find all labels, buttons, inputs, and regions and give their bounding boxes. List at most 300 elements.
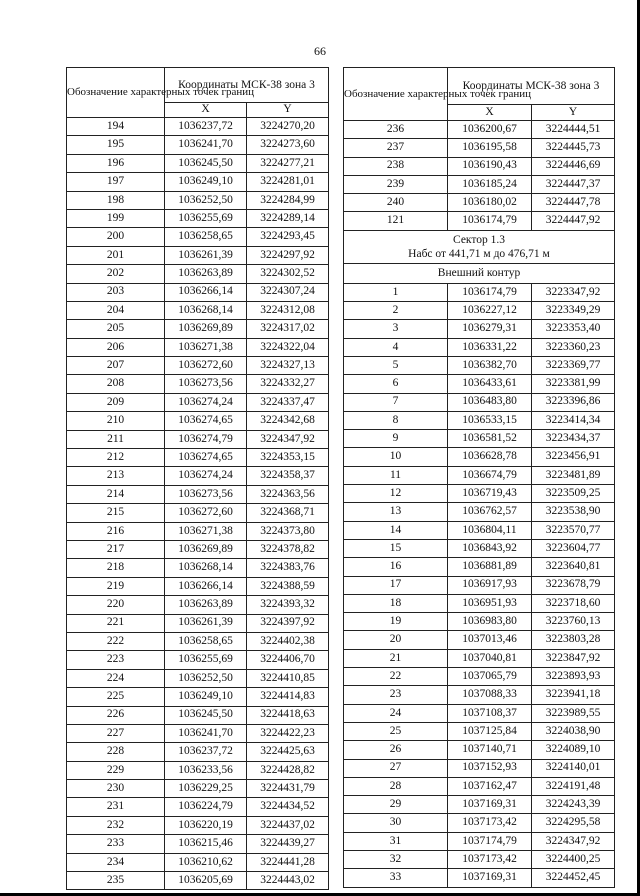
table-row [67, 301, 329, 319]
y-coordinate: 3223570,77 [532, 521, 615, 539]
y-coordinate: 3224289,14 [247, 209, 329, 227]
table-row [67, 338, 329, 356]
y-coordinate: 3224437,02 [247, 816, 329, 834]
point-id: 219 [67, 577, 165, 595]
x-coordinate: 1036255,69 [165, 651, 247, 669]
x-coordinate: 1036273,56 [165, 375, 247, 393]
point-id: 216 [67, 522, 165, 540]
table-row [344, 466, 615, 484]
x-coordinate: 1036233,56 [165, 761, 247, 779]
point-id: 210 [67, 412, 165, 430]
coordinates-table-right [343, 67, 615, 888]
point-id: 9 [344, 430, 448, 448]
point-id: 209 [67, 393, 165, 411]
point-id: 15 [344, 539, 448, 557]
point-id: 3 [344, 320, 448, 338]
x-coordinate: 1036241,70 [165, 724, 247, 742]
point-id: 16 [344, 558, 448, 576]
x-coordinate: 1036215,46 [165, 835, 247, 853]
table-row [67, 798, 329, 816]
y-coordinate: 3224347,92 [247, 430, 329, 448]
point-id: 28 [344, 777, 448, 795]
x-coordinate: 1036237,72 [165, 743, 247, 761]
point-id: 200 [67, 228, 165, 246]
y-coordinate: 3223941,18 [532, 686, 615, 704]
table-row [344, 613, 615, 631]
y-coordinate: 3224447,92 [532, 212, 615, 230]
x-coordinate: 1037169,31 [448, 869, 532, 887]
y-coordinate: 3224443,02 [247, 872, 329, 890]
x-coordinate: 1037162,47 [448, 777, 532, 795]
x-coordinate: 1036195,58 [448, 139, 532, 157]
point-id: 233 [67, 835, 165, 853]
table-row [67, 191, 329, 209]
point-id: 220 [67, 596, 165, 614]
x-coordinate: 1036268,14 [165, 559, 247, 577]
x-coordinate: 1036252,50 [165, 669, 247, 687]
table-row [344, 411, 615, 429]
x-coordinate: 1036245,50 [165, 154, 247, 172]
table-row [344, 869, 615, 887]
point-id: 4 [344, 338, 448, 356]
x-coordinate: 1036241,70 [165, 136, 247, 154]
y-coordinate: 3223369,77 [532, 356, 615, 374]
y-coordinate: 3224393,32 [247, 596, 329, 614]
table-body-right-top [344, 121, 615, 231]
y-coordinate: 3224140,01 [532, 759, 615, 777]
table-row [344, 485, 615, 503]
x-coordinate: 1036274,65 [165, 449, 247, 467]
y-coordinate: 3224297,92 [247, 246, 329, 264]
point-id: 20 [344, 631, 448, 649]
table-row [344, 302, 615, 320]
x-coordinate: 1036674,79 [448, 466, 532, 484]
table-row [344, 121, 615, 139]
x-coordinate: 1036628,78 [448, 448, 532, 466]
point-id: 195 [67, 136, 165, 154]
coordinates-table-left [66, 67, 329, 890]
x-coordinate: 1036258,65 [165, 632, 247, 650]
point-id: 221 [67, 614, 165, 632]
y-coordinate: 3223803,28 [532, 631, 615, 649]
x-coordinate: 1036433,61 [448, 375, 532, 393]
point-id: 234 [67, 853, 165, 871]
table-row [344, 356, 615, 374]
x-coordinate: 1036274,24 [165, 393, 247, 411]
x-coordinate: 1036271,38 [165, 338, 247, 356]
point-id: 199 [67, 209, 165, 227]
table-row [344, 850, 615, 868]
y-coordinate: 3223760,13 [532, 613, 615, 631]
x-coordinate: 1036917,93 [448, 576, 532, 594]
y-coordinate: 3224332,27 [247, 375, 329, 393]
x-coordinate: 1036274,24 [165, 467, 247, 485]
point-id: 239 [344, 175, 448, 193]
y-coordinate: 3224273,60 [247, 136, 329, 154]
y-coordinate: 3224358,37 [247, 467, 329, 485]
sector-header-row [344, 230, 615, 263]
y-coordinate: 3224327,13 [247, 357, 329, 375]
table-row [67, 724, 329, 742]
table-row [67, 485, 329, 503]
x-coordinate: 1036205,69 [165, 872, 247, 890]
table-row [67, 743, 329, 761]
table-row [67, 651, 329, 669]
point-id: 202 [67, 265, 165, 283]
point-id: 223 [67, 651, 165, 669]
table-row [67, 265, 329, 283]
contour-label: Внешний контур [344, 263, 615, 283]
x-coordinate: 1036245,50 [165, 706, 247, 724]
x-coordinate: 1036185,24 [448, 175, 532, 193]
x-coordinate: 1036249,10 [165, 688, 247, 706]
point-id: 8 [344, 411, 448, 429]
point-id: 232 [67, 816, 165, 834]
x-coordinate: 1036719,43 [448, 485, 532, 503]
table-row [67, 283, 329, 301]
x-coordinate: 1036762,57 [448, 503, 532, 521]
point-id: 196 [67, 154, 165, 172]
header-designation: Обозначение характерных точек границ [344, 68, 448, 121]
x-coordinate: 1036252,50 [165, 191, 247, 209]
table-row [344, 283, 615, 301]
point-id: 225 [67, 688, 165, 706]
table-row [344, 594, 615, 612]
x-coordinate: 1036483,80 [448, 393, 532, 411]
y-coordinate: 3223509,25 [532, 485, 615, 503]
table-row [344, 722, 615, 740]
x-coordinate: 1036266,14 [165, 283, 247, 301]
y-coordinate: 3224400,25 [532, 850, 615, 868]
y-coordinate: 3223360,23 [532, 338, 615, 356]
table-row [67, 154, 329, 172]
point-id: 2 [344, 302, 448, 320]
table-row [344, 175, 615, 193]
y-coordinate: 3223381,99 [532, 375, 615, 393]
sector-title: Сектор 1.3 [453, 233, 505, 246]
point-id: 201 [67, 246, 165, 264]
y-coordinate: 3223414,34 [532, 411, 615, 429]
header-coordinates: Координаты МСК-38 зона 3 [165, 68, 329, 103]
table-row [344, 521, 615, 539]
point-id: 230 [67, 780, 165, 798]
point-id: 205 [67, 320, 165, 338]
point-id: 229 [67, 761, 165, 779]
x-coordinate: 1036272,60 [165, 504, 247, 522]
table-row [67, 320, 329, 338]
y-coordinate: 3223481,89 [532, 466, 615, 484]
point-id: 6 [344, 375, 448, 393]
point-id: 24 [344, 704, 448, 722]
x-coordinate: 1036190,43 [448, 157, 532, 175]
y-coordinate: 3223893,93 [532, 668, 615, 686]
x-coordinate: 1036237,72 [165, 118, 247, 136]
table-row [67, 375, 329, 393]
y-coordinate: 3224312,08 [247, 301, 329, 319]
y-coordinate: 3224447,37 [532, 175, 615, 193]
table-row [344, 686, 615, 704]
header-coordinates: Координаты МСК-38 зона 3 [448, 68, 615, 105]
y-coordinate: 3224444,51 [532, 121, 615, 139]
header-y: Y [247, 103, 329, 118]
x-coordinate: 1036279,31 [448, 320, 532, 338]
y-coordinate: 3224428,82 [247, 761, 329, 779]
point-id: 212 [67, 449, 165, 467]
point-id: 203 [67, 283, 165, 301]
table-row [67, 209, 329, 227]
table-row [67, 430, 329, 448]
point-id: 206 [67, 338, 165, 356]
table-row [67, 761, 329, 779]
table-row [344, 157, 615, 175]
table-row [67, 816, 329, 834]
y-coordinate: 3224353,15 [247, 449, 329, 467]
x-coordinate: 1036272,60 [165, 357, 247, 375]
x-coordinate: 1036843,92 [448, 539, 532, 557]
x-coordinate: 1037013,46 [448, 631, 532, 649]
point-id: 33 [344, 869, 448, 887]
x-coordinate: 1036271,38 [165, 522, 247, 540]
table-row [344, 576, 615, 594]
table-row [67, 632, 329, 650]
x-coordinate: 1037065,79 [448, 668, 532, 686]
y-coordinate: 3224363,56 [247, 485, 329, 503]
x-coordinate: 1036180,02 [448, 194, 532, 212]
x-coordinate: 1036533,15 [448, 411, 532, 429]
table-row [67, 614, 329, 632]
point-id: 30 [344, 814, 448, 832]
x-coordinate: 1037125,84 [448, 722, 532, 740]
table-row [344, 430, 615, 448]
point-id: 19 [344, 613, 448, 631]
x-coordinate: 1037088,33 [448, 686, 532, 704]
table-row [344, 448, 615, 466]
y-coordinate: 3224089,10 [532, 741, 615, 759]
x-coordinate: 1036269,89 [165, 540, 247, 558]
table-row [67, 449, 329, 467]
point-id: 14 [344, 521, 448, 539]
x-coordinate: 1037173,42 [448, 850, 532, 868]
y-coordinate: 3223347,92 [532, 283, 615, 301]
table-row [67, 504, 329, 522]
table-row [67, 596, 329, 614]
point-id: 23 [344, 686, 448, 704]
table-row [67, 118, 329, 136]
x-coordinate: 1036268,14 [165, 301, 247, 319]
y-coordinate: 3223396,86 [532, 393, 615, 411]
y-coordinate: 3224434,52 [247, 798, 329, 816]
table-row [344, 704, 615, 722]
point-id: 214 [67, 485, 165, 503]
point-id: 32 [344, 850, 448, 868]
y-coordinate: 3224431,79 [247, 780, 329, 798]
x-coordinate: 1036258,65 [165, 228, 247, 246]
point-id: 222 [67, 632, 165, 650]
x-coordinate: 1036174,79 [448, 283, 532, 301]
y-coordinate: 3224293,45 [247, 228, 329, 246]
y-coordinate: 3224406,70 [247, 651, 329, 669]
point-id: 207 [67, 357, 165, 375]
y-coordinate: 3223353,40 [532, 320, 615, 338]
x-coordinate: 1036200,67 [448, 121, 532, 139]
y-coordinate: 3224441,28 [247, 853, 329, 871]
x-coordinate: 1036983,80 [448, 613, 532, 631]
table-row [344, 741, 615, 759]
y-coordinate: 3223847,92 [532, 649, 615, 667]
x-coordinate: 1036263,89 [165, 596, 247, 614]
point-id: 1 [344, 283, 448, 301]
page-number: 66 [314, 44, 326, 58]
y-coordinate: 3224447,78 [532, 194, 615, 212]
y-coordinate: 3224342,68 [247, 412, 329, 430]
table-row [67, 780, 329, 798]
header-designation: Обозначение характерных точек границ [67, 68, 165, 118]
header-x: X [448, 105, 532, 121]
point-id: 237 [344, 139, 448, 157]
point-id: 240 [344, 194, 448, 212]
x-coordinate: 1037169,31 [448, 796, 532, 814]
point-id: 5 [344, 356, 448, 374]
table-row [344, 814, 615, 832]
table-row [344, 139, 615, 157]
point-id: 22 [344, 668, 448, 686]
table-row [344, 194, 615, 212]
table-row [67, 577, 329, 595]
table-row [67, 540, 329, 558]
y-coordinate: 3224347,92 [532, 832, 615, 850]
point-id: 227 [67, 724, 165, 742]
y-coordinate: 3224368,71 [247, 504, 329, 522]
table-row [67, 522, 329, 540]
table-row [67, 173, 329, 191]
x-coordinate: 1036274,79 [165, 430, 247, 448]
y-coordinate: 3224191,48 [532, 777, 615, 795]
point-id: 236 [344, 121, 448, 139]
table-row [67, 412, 329, 430]
point-id: 224 [67, 669, 165, 687]
table-row [67, 246, 329, 264]
x-coordinate: 1036274,65 [165, 412, 247, 430]
table-row [67, 688, 329, 706]
x-coordinate: 1036174,79 [448, 212, 532, 230]
y-coordinate: 3223718,60 [532, 594, 615, 612]
y-coordinate: 3224277,21 [247, 154, 329, 172]
x-coordinate: 1036382,70 [448, 356, 532, 374]
table-body-right-bottom [344, 283, 615, 887]
point-id: 25 [344, 722, 448, 740]
y-coordinate: 3224439,27 [247, 835, 329, 853]
y-coordinate: 3224295,58 [532, 814, 615, 832]
point-id: 11 [344, 466, 448, 484]
table-row [344, 796, 615, 814]
x-coordinate: 1037140,71 [448, 741, 532, 759]
y-coordinate: 3224302,52 [247, 265, 329, 283]
point-id: 204 [67, 301, 165, 319]
y-coordinate: 3224270,20 [247, 118, 329, 136]
table-row [344, 212, 615, 230]
x-coordinate: 1036261,39 [165, 614, 247, 632]
y-coordinate: 3224414,83 [247, 688, 329, 706]
point-id: 13 [344, 503, 448, 521]
y-coordinate: 3224243,39 [532, 796, 615, 814]
table-row [67, 467, 329, 485]
point-id: 228 [67, 743, 165, 761]
x-coordinate: 1036249,10 [165, 173, 247, 191]
point-id: 31 [344, 832, 448, 850]
point-id: 194 [67, 118, 165, 136]
y-coordinate: 3224317,02 [247, 320, 329, 338]
point-id: 226 [67, 706, 165, 724]
point-id: 238 [344, 157, 448, 175]
x-coordinate: 1037040,81 [448, 649, 532, 667]
x-coordinate: 1036881,89 [448, 558, 532, 576]
table-row [344, 777, 615, 795]
x-coordinate: 1037152,93 [448, 759, 532, 777]
table-row [344, 759, 615, 777]
x-coordinate: 1036263,89 [165, 265, 247, 283]
point-id: 208 [67, 375, 165, 393]
point-id: 121 [344, 212, 448, 230]
y-coordinate: 3223989,55 [532, 704, 615, 722]
x-coordinate: 1036269,89 [165, 320, 247, 338]
y-coordinate: 3224322,04 [247, 338, 329, 356]
point-id: 218 [67, 559, 165, 577]
table-row [67, 853, 329, 871]
y-coordinate: 3224307,24 [247, 283, 329, 301]
point-id: 7 [344, 393, 448, 411]
point-id: 211 [67, 430, 165, 448]
y-coordinate: 3223434,37 [532, 430, 615, 448]
x-coordinate: 1036220,19 [165, 816, 247, 834]
table-row [344, 375, 615, 393]
x-coordinate: 1036331,22 [448, 338, 532, 356]
point-id: 213 [67, 467, 165, 485]
sector-height-range: Набс от 441,71 м до 476,71 м [408, 247, 550, 260]
y-coordinate: 3224337,47 [247, 393, 329, 411]
table-row [67, 835, 329, 853]
header-y: Y [532, 105, 615, 121]
y-coordinate: 3224422,23 [247, 724, 329, 742]
x-coordinate: 1036273,56 [165, 485, 247, 503]
y-coordinate: 3224383,76 [247, 559, 329, 577]
table-row [344, 649, 615, 667]
y-coordinate: 3224410,85 [247, 669, 329, 687]
table-row [67, 669, 329, 687]
y-coordinate: 3224038,90 [532, 722, 615, 740]
y-coordinate: 3223604,77 [532, 539, 615, 557]
y-coordinate: 3224281,01 [247, 173, 329, 191]
y-coordinate: 3224373,80 [247, 522, 329, 540]
table-row [344, 668, 615, 686]
point-id: 215 [67, 504, 165, 522]
table-row [344, 832, 615, 850]
table-row [344, 539, 615, 557]
header-x: X [165, 103, 247, 118]
point-id: 12 [344, 485, 448, 503]
y-coordinate: 3224378,82 [247, 540, 329, 558]
table-row [67, 228, 329, 246]
table-row [67, 706, 329, 724]
table-row [67, 357, 329, 375]
x-coordinate: 1036261,39 [165, 246, 247, 264]
y-coordinate: 3224452,45 [532, 869, 615, 887]
table-row [67, 393, 329, 411]
point-id: 235 [67, 872, 165, 890]
y-coordinate: 3224402,38 [247, 632, 329, 650]
table-row [67, 559, 329, 577]
x-coordinate: 1037108,37 [448, 704, 532, 722]
point-id: 198 [67, 191, 165, 209]
